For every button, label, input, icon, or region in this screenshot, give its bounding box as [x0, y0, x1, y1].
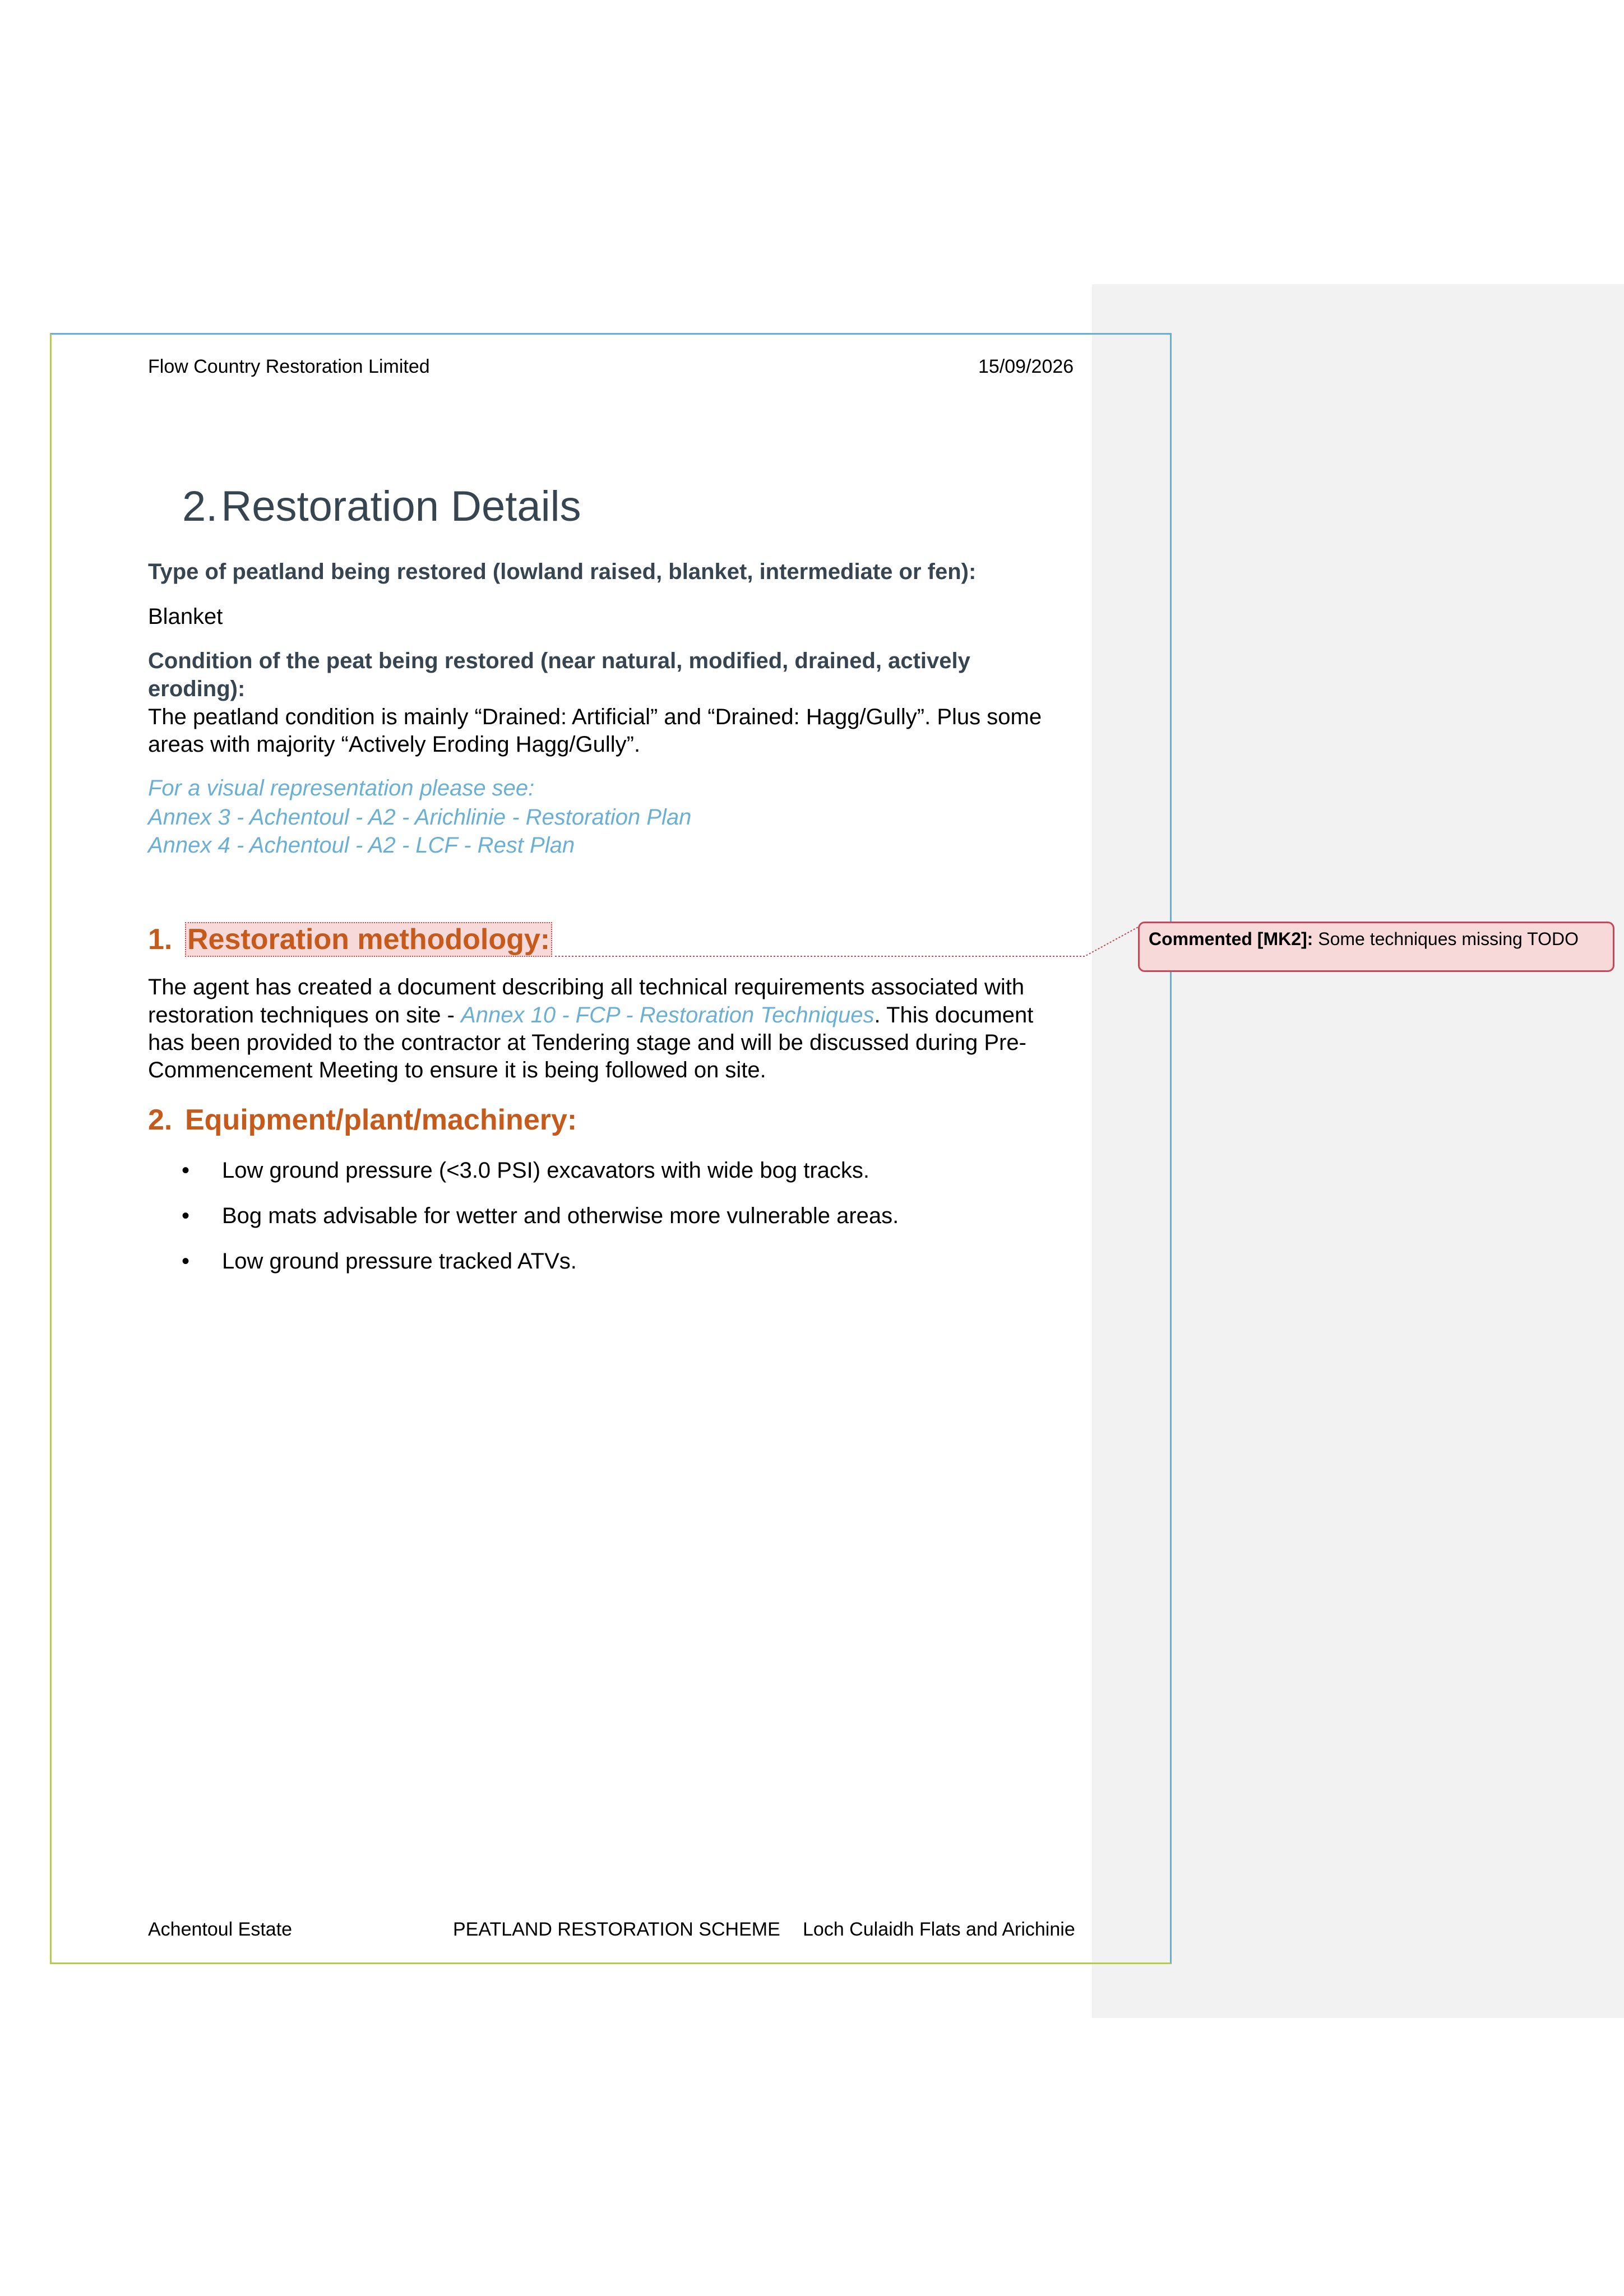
- annex-10-link[interactable]: Annex 10 - FCP - Restoration Techniques: [461, 1003, 875, 1027]
- footer-center: PEATLAND RESTORATION SCHEME: [453, 1919, 780, 1940]
- footer-right: Loch Culaidh Flats and Arichinie: [803, 1919, 1075, 1940]
- comment-text: Some techniques missing TODO: [1313, 929, 1579, 949]
- section-title-text: Restoration Details: [221, 483, 581, 530]
- comment-author: Commented [MK2]:: [1149, 929, 1313, 949]
- peatland-type-value: Blanket: [148, 604, 223, 629]
- equipment-title: Equipment/plant/machinery:: [185, 1104, 577, 1136]
- list-item-text: Low ground pressure tracked ATVs.: [222, 1249, 577, 1274]
- methodology-text-after: . This document has been provided to the contractor at Tendering stage and will be discussed during Pre-Commencement Meeting to ensure it is being followed on site.: [148, 1003, 1034, 1082]
- bullet-icon: •: [182, 1249, 190, 1274]
- visual-refs-intro: For a visual representation please see:: [148, 776, 535, 800]
- comment-box[interactable]: [1138, 922, 1614, 972]
- equipment-heading: [148, 1103, 577, 1137]
- header-date: 15/09/2026: [978, 356, 1074, 377]
- equipment-number: 2.: [148, 1104, 173, 1136]
- annex-4-link[interactable]: Annex 4 - Achentoul - A2 - LCF - Rest Plan: [148, 833, 575, 858]
- bullet-icon: •: [182, 1203, 190, 1228]
- header-company: Flow Country Restoration Limited: [148, 356, 430, 377]
- peat-condition-label: Condition of the peat being restored (near natural, modified, drained, actively eroding):: [148, 649, 970, 701]
- list-item-text: Bog mats advisable for wetter and otherwise more vulnerable areas.: [222, 1203, 899, 1228]
- methodology-title[interactable]: Restoration methodology:: [185, 922, 552, 957]
- methodology-heading: [148, 923, 552, 956]
- list-item-text: Low ground pressure (<3.0 PSI) excavators with wide bog tracks.: [222, 1158, 869, 1183]
- methodology-text-before: The agent has created a document describing all technical requirements associated with restoration techniques on site -: [148, 975, 1025, 1027]
- section-number: 2.: [182, 483, 218, 530]
- section-title: [182, 482, 581, 531]
- peatland-type-label: Type of peatland being restored (lowland raised, blanket, intermediate or fen):: [148, 559, 977, 584]
- peat-condition-value: The peatland condition is mainly “Drained: Artificial” and “Drained: Hagg/Gully”. Plus some areas with majority “Actively Eroding Hagg/Gully”.: [148, 705, 1042, 757]
- comment-pane: [1092, 284, 1624, 2018]
- footer-left: Achentoul Estate: [148, 1919, 293, 1940]
- bullet-icon: •: [182, 1158, 190, 1183]
- annex-3-link[interactable]: Annex 3 - Achentoul - A2 - Arichlinie - Restoration Plan: [148, 805, 692, 830]
- comment-connector: [552, 925, 1141, 959]
- methodology-number: 1.: [148, 923, 173, 956]
- methodology-paragraph: [148, 974, 1056, 1084]
